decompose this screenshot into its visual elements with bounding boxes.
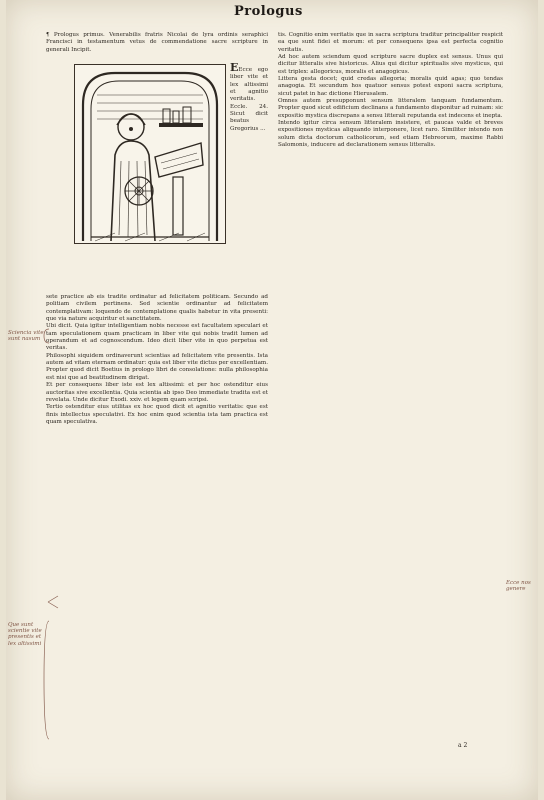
margin-note-right: Ecce nos genere: [506, 580, 531, 593]
woodcut-area: [46, 58, 268, 294]
woodcut-side-caption: Ecce ego liber vite et lex altissimi et agnitio veritatis. Eccle. 24. Sicut dicit beatus Gregorius ...: [230, 67, 268, 132]
right-paragraph: Intendo igitur circa sensum litteralem insistere, et paucas valde et breves expositiones mysticas aliquando interponere, licet raro. Similiter intendo non solum dicta doctorum catholicorum, sed etiam Hebreorum, maxime Rabbi Salomonis, inducere ad declarationem sensus litteralis.: [278, 120, 503, 149]
margin-note-left-top: Sciencia vite sunt nasum: [8, 330, 44, 343]
running-head: Prologus: [234, 4, 303, 19]
left-paragraph: sete practice ab eis tradite ordinatur ad felicitatem politicam. Secundo ad politiam civilem pertinens. Sed scientie ordinantur ad felicitatem contemplativam: loquendo de contemplatione qualis habetur in vita presenti: que via nature acquiritur et sanctitatem.: [46, 294, 268, 323]
woodcut-side-text: [230, 61, 268, 133]
prologue-intro: ¶ Prologus primus. Venerabilis fratris Nicolai de lyra ordinis seraphici Francisci in testamentum vetus de commendatione sacre scripture in generali Incipit.: [46, 32, 268, 53]
right-paragraph: Ad hoc autem sciendum quod scripture sacre duplex est sensus. Unus qui dicitur litteralis sive historicus. Alius qui dicitur spiritualis sive mysticus, qui est triplex: allegoricus, moralis et anagogicus.: [278, 54, 503, 75]
left-column: [46, 32, 268, 426]
drop-initial: E: [230, 61, 239, 75]
woodcut-illustration: [74, 64, 226, 244]
left-paragraph: Et per consequens liber iste est lex altissimi: et per hoc ostenditur eius auctoritas sive excellentia. Quia scientia ab ipso Deo immediate tradita est et revelata. Unde dicitur Exodi. xxiv. et legem quam scripsi.: [46, 382, 268, 403]
right-paragraph: tis. Cognitio enim veritatis que in sacra scriptura traditur principaliter respicit ea que sunt fidei et morum: et per consequens ipsa est perfecta cognitio veritatis.: [278, 32, 503, 53]
right-paragraph: Littera gesta docet; quid credas allegoria; moralis quid agas; quo tendas anagogia. Et secundum hos quatuor sensus potest exponi sacra scriptura, sicut patet in hac dictione Hierusalem.: [278, 76, 503, 97]
signature-mark: a 2: [458, 742, 468, 749]
margin-bracket-icon: [42, 620, 50, 740]
left-paragraph: Philosophi siquidem ordinaverunt scientias ad felicitatem vite presentis. Ista autem ad vitam eternam ordinatur: quia est liber vite dictus per excellentiam. Propter quod dicit Boetius in prologo libri de consolatione: nulla philosophia est nisi que ad beatitudinem dirigat.: [46, 352, 268, 381]
book-page: [6, 0, 538, 800]
scribe-woodcut-image: [75, 65, 225, 243]
right-paragraph: Omnes autem presupponunt sensum litteralem tanquam fundamentum. Propter quod sicut edificium declinans a fundamento disponitur ad ruinam: sic expositio mystica discrepans a sensu litterali reputanda est indecens et inepta.: [278, 98, 503, 119]
marginal-mark-icon: [46, 592, 60, 612]
left-paragraph: Ubi dicit. Quia igitur intelligentiam nobis necesse est facultatem speculari et tam speculationem quam practicam in liber vite qui nobis tradit lumen ad operandum et ad cognoscendum. Ideo dicit liber vite in quo perpetua est veritas.: [46, 323, 268, 352]
margin-bracket-icon: [42, 328, 50, 344]
margin-note-left-bottom: Que sunt scientie vite presentis et lex altissimi: [8, 622, 42, 647]
right-column: [278, 32, 503, 150]
left-paragraph: Tertio ostenditur eius utilitas ex hoc quod dicit et agnitio veritatis: que est finis intellectus speculativi. Ex hoc enim quod scientia ista tam practica est quam speculativa.: [46, 404, 268, 425]
